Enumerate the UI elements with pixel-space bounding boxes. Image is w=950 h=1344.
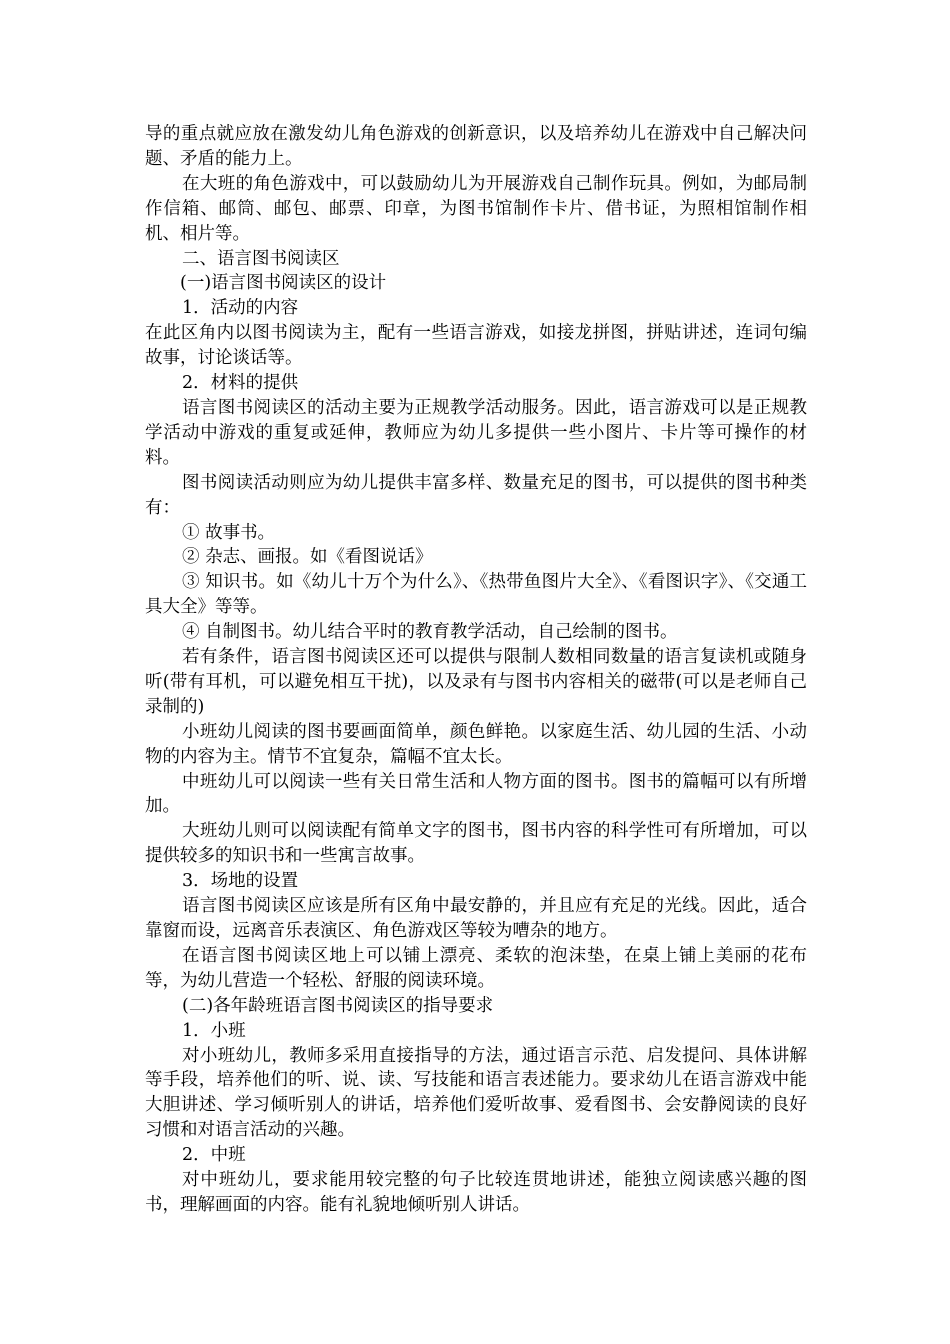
item-heading: 2．材料的提供: [182, 373, 299, 394]
paragraph: 小班幼儿阅读的图书要画面简单，颜色鲜艳。以家庭生活、幼儿园的生活、小动物的内容为主。情节不宜复杂，篇幅不宜太长。: [145, 721, 807, 767]
paragraph: 若有条件，语言图书阅读区还可以提供与限制人数相同数量的语言复读机或随身听(带有耳机，可以避免相互干扰)，以及录有与图书内容相关的磁带(可以是老师自己录制的): [145, 647, 807, 717]
list-item: ④ 自制图书。幼儿结合平时的教育教学活动，自己绘制的图书。: [182, 622, 678, 643]
paragraph: 大班幼儿则可以阅读配有简单文字的图书，图书内容的科学性可有所增加，可以提供较多的知识书和一些寓言故事。: [145, 821, 807, 867]
list-item: ③ 知识书。如《幼儿十万个为什么》、《热带鱼图片大全》、《看图识字》、《交通工具大全》等等。: [145, 572, 807, 618]
item-heading: 1．活动的内容: [182, 298, 299, 319]
paragraph: 对小班幼儿，教师多采用直接指导的方法，通过语言示范、启发提问、具体讲解等手段，培养他们的听、说、读、写技能和语言表述能力。要求幼儿在语言游戏中能大胆讲述、学习倾听别人的讲话，培养他们爱听故事、爱看图书、会安静阅读的良好习惯和对语言活动的兴趣。: [145, 1045, 807, 1141]
document-body: [145, 122, 807, 1218]
paragraph: 导的重点就应放在激发幼儿角色游戏的创新意识，以及培养幼儿在游戏中自己解决问题、矛盾的能力上。: [145, 124, 807, 169]
item-heading: 2．中班: [182, 1145, 246, 1166]
item-heading: 3．场地的设置: [182, 871, 299, 892]
paragraph: 语言图书阅读区的活动主要为正规教学活动服务。因此，语言游戏可以是正规教学活动中游戏的重复或延伸，教师应为幼儿多提供一些小图片、卡片等可操作的材料。: [145, 397, 807, 468]
paragraph: 在语言图书阅读区地上可以铺上漂亮、柔软的泡沫垫，在桌上铺上美丽的花布等，为幼儿营造一个轻松、舒服的阅读环境。: [145, 945, 807, 991]
paragraph: 在大班的角色游戏中，可以鼓励幼儿为开展游戏自己制作玩具。例如，为邮局制作信箱、邮筒、邮包、邮票、印章，为图书馆制作卡片、借书证，为照相馆制作相机、相片等。: [145, 173, 807, 244]
subsection-heading: (二)各年龄班语言图书阅读区的指导要求: [182, 995, 494, 1016]
paragraph: 语言图书阅读区应该是所有区角中最安静的，并且应有充足的光线。因此，适合靠窗而设，远离音乐表演区、角色游戏区等较为嘈杂的地方。: [145, 896, 807, 941]
section-heading: 二、语言图书阅读区: [182, 248, 340, 269]
subsection-heading: (一)语言图书阅读区的设计: [180, 273, 387, 294]
paragraph: 中班幼儿可以阅读一些有关日常生活和人物方面的图书。图书的篇幅可以有所增加。: [145, 771, 807, 817]
item-heading: 1．小班: [182, 1020, 246, 1041]
list-item: ① 故事书。: [182, 522, 276, 543]
paragraph: 在此区角内以图书阅读为主，配有一些语言游戏，如接龙拼图，拼贴讲述，连词句编故事，讨论谈话等。: [145, 323, 807, 369]
paragraph: 图书阅读活动则应为幼儿提供丰富多样、数量充足的图书，可以提供的图书种类有：: [145, 472, 807, 518]
paragraph: 对中班幼儿，要求能用较完整的句子比较连贯地讲述，能独立阅读感兴趣的图书，理解画面的内容。能有礼貌地倾听别人讲话。: [145, 1170, 807, 1215]
list-item: ② 杂志、画报。如《看图说话》: [182, 547, 433, 568]
